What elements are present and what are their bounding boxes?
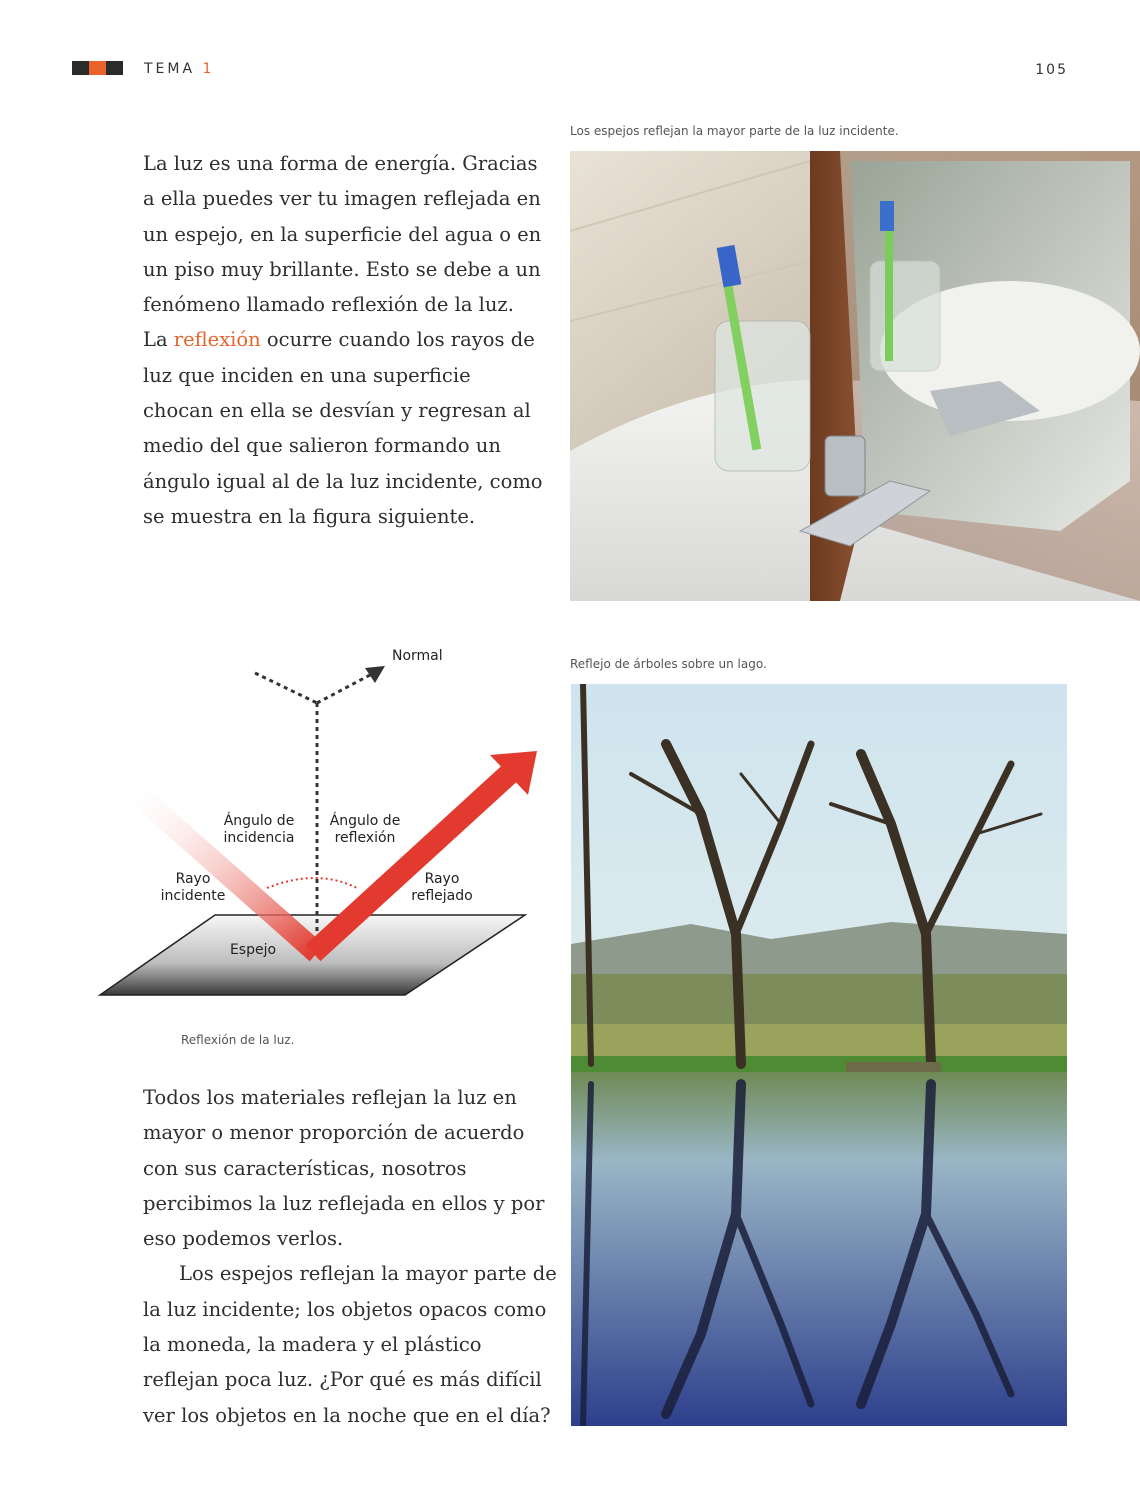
- label-angle-incidence-1: Ángulo de: [223, 813, 295, 829]
- bar-block-3: [106, 61, 123, 75]
- reflection-diagram: [95, 633, 540, 1003]
- glossary-term-reflexion: reflexión: [173, 328, 261, 352]
- intro-text-end: ocurre cuando los rayos de luz que inciden en una superficie chocan en ella se desvían y regresan al medio del que salieron formando un ángulo igual al de la luz incidente, como se muestra en la figura siguiente.: [143, 328, 543, 528]
- tema-number: 1: [202, 61, 215, 77]
- label-incident-ray-1: Rayo: [175, 871, 211, 887]
- diagram-caption: Reflexión de la luz.: [181, 1033, 295, 1047]
- label-reflected-ray-2: reflejado: [411, 888, 473, 904]
- angle-arc: [267, 878, 357, 888]
- bar-block-1: [72, 61, 89, 75]
- intro-paragraph: [143, 146, 543, 534]
- label-angle-reflection-2: reflexión: [334, 830, 396, 846]
- mirror-sink-photo: [570, 151, 1140, 601]
- lake-photo-caption: Reflejo de árboles sobre un lago.: [570, 657, 767, 671]
- label-angle-reflection-1: Ángulo de: [329, 813, 401, 829]
- mirror-photo-caption: Los espejos reflejan la mayor parte de la luz incidente.: [570, 124, 899, 138]
- label-mirror: Espejo: [229, 942, 277, 958]
- label-reflected-ray-1: Rayo: [424, 871, 460, 887]
- intro-text-start: La luz es una forma de energía. Gracias a ella puedes ver tu imagen reflejada en un espejo, en la superficie del agua o en un piso muy brillante. Esto se debe a un fenómeno llamado reflexión de la luz. La: [143, 152, 542, 352]
- mirrors-paragraph: Los espejos reflejan la mayor parte de la luz incidente; los objetos opacos como la moneda, la madera y el plástico reflejan poca luz. ¿Por qué es más difícil ver los objetos en la noche que en el día?: [143, 1262, 557, 1427]
- materials-paragraph: Todos los materiales reflejan la luz en mayor o menor proporción de acuerdo con sus características, nosotros percibimos la luz reflejada en ellos y por eso podemos verlos.: [143, 1086, 545, 1251]
- tema-label: TEMA: [144, 61, 196, 77]
- label-normal: Normal: [392, 648, 443, 664]
- bar-block-2: [89, 61, 106, 75]
- page-number: 105: [1035, 62, 1068, 78]
- materials-paragraphs: [143, 1080, 558, 1433]
- label-incident-ray-2: incidente: [160, 888, 226, 904]
- section-label: [144, 61, 214, 77]
- header-color-bar: [72, 61, 123, 75]
- label-angle-incidence-2: incidencia: [223, 830, 295, 846]
- lake-trees-photo: [571, 684, 1067, 1426]
